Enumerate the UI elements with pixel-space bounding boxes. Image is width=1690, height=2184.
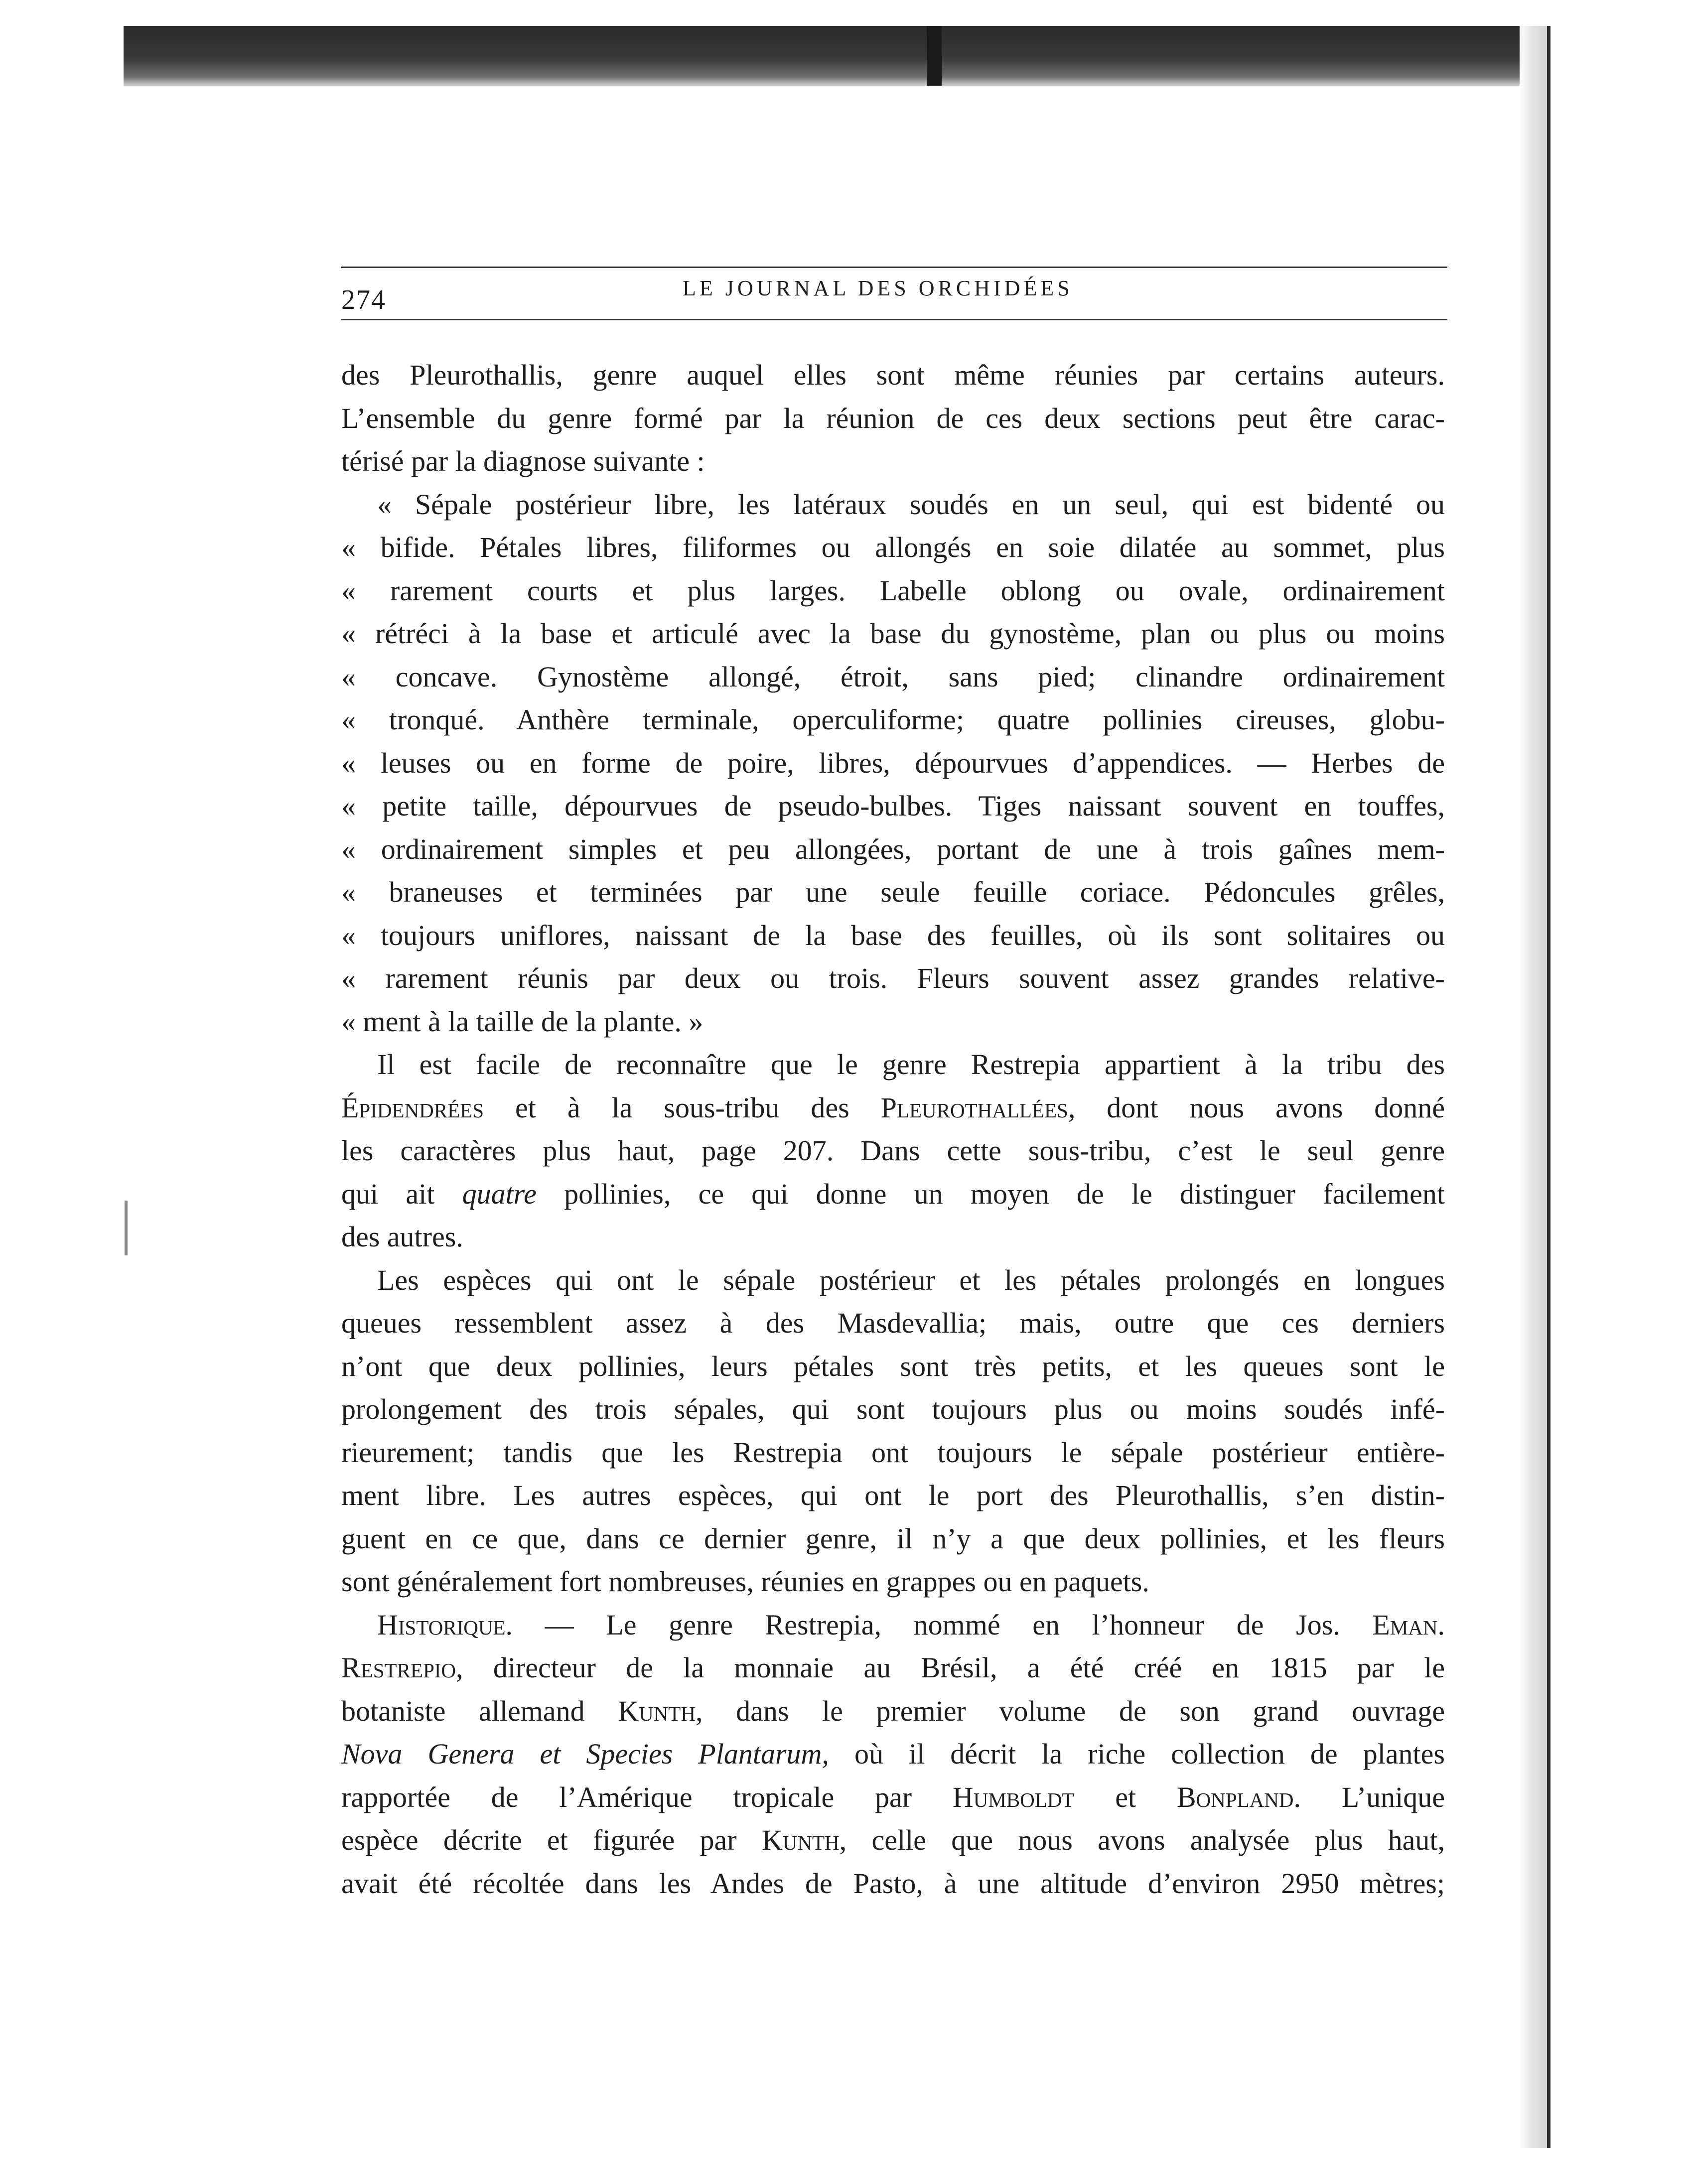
text-span: pollinies, ce qui donne un moyen de le distinguer facilement [536,1177,1445,1210]
text-line [341,397,1445,440]
header-rule-top [341,267,1447,268]
book-edge-shadow [124,26,1550,86]
text-span: queues ressemblent assez à des Masdevallia; mais, outre que ces derniers [341,1307,1445,1339]
text-line [341,871,1445,914]
text-span: « braneuses et terminées par une seule feuille coriace. Pédoncules grêles, [341,876,1445,908]
text-span: qui ait [341,1177,462,1210]
text-line [341,1173,1445,1216]
text-span: et à la sous-tribu des [484,1091,881,1124]
text-span: « ment à la taille de la plante. » [341,1005,704,1038]
text-line [341,483,1445,527]
text-span: « petite taille, dépourvues de pseudo-bulbes. Tiges naissant souvent en touffes, [341,790,1445,822]
text-span: prolongement des trois sépales, qui sont toujours plus ou moins soudés infé- [341,1393,1445,1425]
text-line [341,742,1445,785]
small-caps-name: Pleurothallées [880,1091,1068,1124]
text-span: , directeur de la monnaie au Brésil, a été créé en 1815 par le [456,1651,1445,1684]
text-line [341,1733,1445,1776]
text-line [341,656,1445,699]
text-line [341,569,1445,613]
text-line [341,1259,1445,1302]
text-line [341,1604,1445,1647]
text-span: botaniste allemand [341,1694,618,1727]
page-edge-line [1547,26,1550,2148]
text-span: « toujours uniflores, naissant de la base des feuilles, où ils sont solitaires ou [341,919,1445,952]
text-line [341,698,1445,742]
small-caps-name: Restrepio [341,1651,456,1684]
text-span: avait été récoltée dans les Andes de Pasto, à une altitude d’environ 2950 mètres; [341,1867,1445,1900]
text-line [341,1560,1445,1604]
text-span: ment libre. Les autres espèces, qui ont le port des Pleurothallis, s’en distin- [341,1479,1445,1511]
text-line [341,1517,1445,1561]
text-span: sont généralement fort nombreuses, réunies en grappes ou en paquets. [341,1565,1149,1598]
header-rule-bottom [341,319,1447,320]
text-span: « rarement réunis par deux ou trois. Fleurs souvent assez grandes relative- [341,962,1445,994]
small-caps-name: Bonpland [1176,1780,1294,1813]
text-line [341,1474,1445,1517]
text-line [341,1431,1445,1475]
text-span: « Sépale postérieur libre, les latéraux soudés en un seul, qui est bidenté ou [377,488,1445,521]
text-line [341,1776,1445,1819]
text-span: . — Le genre Restrepia, nommé en l’honneur de Jos. [505,1608,1373,1641]
text-span: , dont nous avons donné [1068,1091,1445,1124]
text-line [341,1087,1445,1130]
running-title: LE JOURNAL DES ORCHIDÉES [683,276,1073,300]
text-span: espèce décrite et figurée par [341,1824,762,1856]
small-caps-name: Kunth [761,1824,840,1856]
text-line [341,526,1445,569]
text-line [341,1043,1445,1087]
text-span: guent en ce que, dans ce dernier genre, il n’y a que deux pollinies, et les fleurs [341,1522,1445,1555]
small-caps-name: Épidendrées [341,1091,484,1124]
small-caps-name: Eman. [1372,1608,1445,1641]
text-span: les caractères plus haut, page 207. Dans cette sous-tribu, c’est le seul genre [341,1134,1445,1167]
text-span: Il est facile de reconnaître que le genre Restrepia appartient à la tribu des [377,1048,1445,1081]
text-line [341,1302,1445,1345]
margin-mark [125,1201,128,1255]
text-span: . L’unique [1293,1780,1445,1813]
text-span: des Pleurothallis, genre auquel elles sont même réunies par certains auteurs. [341,359,1445,391]
text-span: n’ont que deux pollinies, leurs pétales sont très petits, et les queues sont le [341,1350,1445,1382]
text-line [341,785,1445,828]
text-span: des autres. [341,1221,463,1253]
text-span: Les espèces qui ont le sépale postérieur et les pétales prolongés en longues [377,1263,1445,1296]
text-span: rieurement; tandis que les Restrepia ont toujours le sépale postérieur entière- [341,1436,1445,1469]
text-span: où il décrit la riche collection de plantes [829,1738,1445,1770]
book-edge-notch [927,26,942,86]
text-span: « ordinairement simples et peu allongées, portant de une à trois gaînes mem- [341,832,1445,865]
text-line [341,1819,1445,1862]
text-line [341,1129,1445,1173]
text-span: et [1074,1780,1177,1813]
body-text [341,354,1445,1905]
text-span: , dans le premier volume de son grand ouvrage [695,1694,1445,1727]
text-line [341,1690,1445,1733]
small-caps-name: Historique [377,1608,506,1641]
page-edge-shadow [1520,26,1550,2148]
text-span: « bifide. Pétales libres, filiformes ou allongés en soie dilatée au sommet, plus [341,531,1445,563]
text-span: , celle que nous avons analysée plus haut, [839,1824,1445,1856]
text-span: « leuses ou en forme de poire, libres, dépourvues d’appendices. — Herbes de [341,746,1445,779]
page-number: 274 [341,284,386,315]
text-line [341,957,1445,1000]
small-caps-name: Kunth [618,1694,696,1727]
text-line [341,1216,1445,1259]
text-line [341,440,1445,483]
text-line [341,914,1445,957]
text-span: « concave. Gynostème allongé, étroit, sans pied; clinandre ordinairement [341,660,1445,693]
text-line [341,1646,1445,1690]
text-line [341,828,1445,871]
text-line [341,1862,1445,1906]
italic-text: Nova Genera et Species Plantarum, [341,1738,829,1770]
text-span: térisé par la diagnose suivante : [341,445,705,477]
italic-text: quatre [462,1177,537,1210]
text-span: rapportée de l’Amérique tropicale par [341,1780,953,1813]
text-line [341,1000,1445,1044]
small-caps-name: Humboldt [952,1780,1075,1813]
text-line [341,354,1445,397]
text-span: « tronqué. Anthère terminale, operculiforme; quatre pollinies cireuses, globu- [341,703,1445,736]
text-line [341,1388,1445,1431]
text-span: « rarement courts et plus larges. Labelle oblong ou ovale, ordinairement [341,574,1445,607]
text-line [341,1345,1445,1388]
text-line [341,612,1445,656]
text-span: « rétréci à la base et articulé avec la base du gynostème, plan ou plus ou moins [341,617,1445,650]
text-span: L’ensemble du genre formé par la réunion de ces deux sections peut être carac- [341,402,1445,434]
